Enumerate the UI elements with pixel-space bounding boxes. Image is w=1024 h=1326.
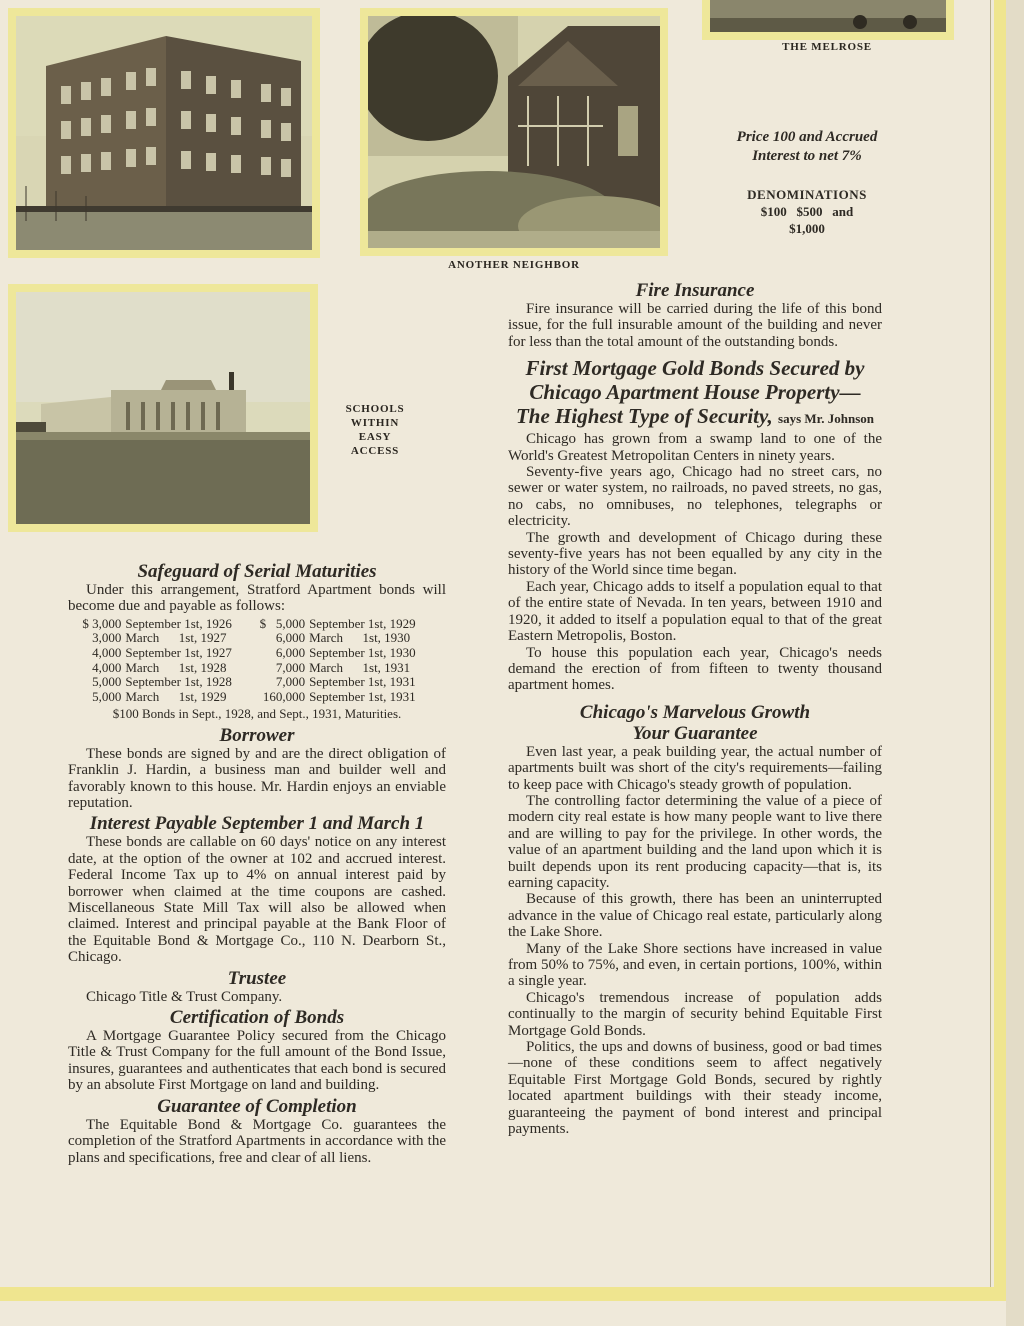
maturity-amount: 7,000 xyxy=(275,659,306,675)
growth-paragraph-2: The controlling factor determining the value of a piece of modern city real estate is how many people want to live there and are willing to pay for the privilege. In other words, the value of an apartment building and the land upon which it is built depends upon its rent producing capacity—that is, its earning capacity. xyxy=(508,792,882,891)
first-mortgage-paragraph-5: To house this population each year, Chicago's needs demand the erection of from fifteen to twenty thousand apartment homes. xyxy=(508,644,882,694)
table-row xyxy=(74,661,434,676)
price-line-2: Interest to net 7% xyxy=(752,148,862,164)
maturity-date: September 1st, 1929 xyxy=(309,615,416,631)
interest-heading: Interest Payable September 1 and March 1 xyxy=(89,813,425,835)
schools-caption-line-4: ACCESS xyxy=(350,445,400,457)
maturity-date: September 1st, 1926 xyxy=(125,615,232,631)
denominations-title: DENOMINATIONS xyxy=(747,187,867,202)
schools-caption-line-1: SCHOOLS xyxy=(345,403,405,415)
growth-paragraph-3: Because of this growth, there has been an uninterrupted advance in the value of Chicago real estate, particularly along the Lake Shore. xyxy=(508,891,882,941)
melrose-caption: THE MELROSE xyxy=(782,41,872,53)
page-border-line xyxy=(990,0,991,1287)
another-neighbor-caption: ANOTHER NEIGHBOR xyxy=(448,259,580,271)
serial-maturities-intro: Under this arrangement, Stratford Apartment bonds will become due and payable as follows: xyxy=(68,582,446,615)
first-mortgage-heading-2: Chicago Apartment House Property— xyxy=(529,380,861,405)
left-column xyxy=(68,561,446,1166)
maturity-date: September 1st, 1927 xyxy=(125,645,232,660)
growth-paragraph-6: Politics, the ups and downs of business, good or bad times—none of these conditions seem to affect negatively Equitable First Mortgage Gold Bonds, secured by rightly located apartment buildings with their steady income, guaranteeing the payment of bond interest and principal payments. xyxy=(508,1039,882,1138)
maturity-amount: 4,000 xyxy=(92,645,122,660)
maturity-amount: 6,000 xyxy=(275,630,306,646)
completion-text: The Equitable Bond & Mortgage Co. guarantees the completion of the Stratford Apartments in accordance with the plans and specifications, free and clear of all liens. xyxy=(68,1116,446,1166)
maturity-date: September 1st, 1931 xyxy=(309,674,416,690)
table-row xyxy=(74,646,434,661)
page-border-bottom xyxy=(0,1287,1006,1301)
maturity-amount: 7,000 xyxy=(275,674,306,690)
maturity-amount: 5,000 xyxy=(92,688,122,704)
page-border-right xyxy=(994,0,1006,1300)
maturity-table xyxy=(74,617,434,705)
table-row xyxy=(74,631,434,646)
table-row xyxy=(74,675,434,690)
maturity-note: $100 Bonds in Sept., 1928, and Sept., 1931, Maturities. xyxy=(112,706,402,722)
growth-paragraph-4: Many of the Lake Shore sections have increased in value from 50% to 75%, and even, in certain portions, 100%, within a single year. xyxy=(508,940,882,990)
maturity-amount: 6,000 xyxy=(275,645,306,660)
another-neighbor-image xyxy=(368,16,660,248)
growth-heading-1: Chicago's Marvelous Growth xyxy=(579,701,811,723)
page-edge xyxy=(1006,0,1024,1326)
melrose-image xyxy=(710,0,946,32)
photo-schools xyxy=(8,284,318,532)
maturity-date: March 1st, 1927 xyxy=(125,630,227,646)
borrower-text: These bonds are signed by and are the direct obligation of Franklin J. Hardin, a business man and builder well and favorably known to this house. Mr. Hardin enjoys an enviable reputation. xyxy=(68,745,446,811)
price-note xyxy=(712,128,902,166)
schools-caption-line-3: EASY xyxy=(358,431,392,443)
table-row xyxy=(74,617,434,632)
growth-heading-2: Your Guarantee xyxy=(632,722,758,744)
photo-the-melrose xyxy=(702,0,954,40)
schools-caption xyxy=(330,402,420,458)
photo-apartment-building xyxy=(8,8,320,258)
maturity-date: September 1st, 1930 xyxy=(309,645,416,660)
completion-heading: Guarantee of Completion xyxy=(157,1095,357,1117)
price-line-1: Price 100 and Accrued xyxy=(736,129,878,145)
maturity-date: September 1st, 1928 xyxy=(125,674,232,690)
fire-insurance-heading: Fire Insurance xyxy=(635,280,755,301)
denominations-line-1: $100 $500 and xyxy=(760,204,854,219)
maturity-amount: $ 3,000 xyxy=(82,615,122,631)
maturity-amount: 5,000 xyxy=(92,674,122,690)
right-column xyxy=(508,280,882,1137)
certification-text: A Mortgage Guarantee Policy secured from the Chicago Title & Trust Company for the full amount of the Bond Issue, insures, guarantees and authenticates that each bond is secured by an absolute First Mortgage on land and building. xyxy=(68,1028,446,1094)
growth-paragraph-5: Chicago's tremendous increase of population adds continually to the margin of security behind Equitable First Mortgage Gold Bonds. xyxy=(508,989,882,1039)
schools-caption-line-2: WITHIN xyxy=(350,417,400,429)
borrower-heading: Borrower xyxy=(219,724,295,746)
first-mortgage-paragraph-4: Each year, Chicago adds to itself a population equal to that of the entire state of Nevada. In ten years, between 1910 and 1920, it added to itself a population equal to that of the great Eastern Metropolis, Boston. xyxy=(508,578,882,645)
apartment-building-image xyxy=(16,16,312,250)
schools-image xyxy=(16,292,310,524)
first-mortgage-paragraph-3: The growth and development of Chicago during these seventy-five years has not been equalled by any city in the history of the World since time began. xyxy=(508,529,882,579)
says-mr-johnson: says Mr. Johnson xyxy=(778,411,875,427)
interest-text: These bonds are callable on 60 days' notice on any interest date, at the option of the owner at 102 and accrued interest. Federal Income Tax up to 4% on annual interest paid by borrower when claimed at the time coupons are cashed. Miscellaneous State Mill Tax will also be allowed when claimed. Interest and principal payable at the Bank Floor of the Equitable Bond & Mortgage Co., 110 N. Dearborn St., Chicago. xyxy=(68,834,446,966)
maturity-date: March 1st, 1929 xyxy=(125,688,227,704)
table-row xyxy=(74,690,434,705)
denominations-line-2: $1,000 xyxy=(789,221,825,236)
first-mortgage-heading-1: First Mortgage Gold Bonds Secured by xyxy=(525,356,865,381)
maturity-amount: 160,000 xyxy=(262,688,306,704)
trustee-text: Chicago Title & Trust Company. xyxy=(86,988,283,1005)
trustee-heading: Trustee xyxy=(227,967,287,989)
highest-security-heading: The Highest Type of Security, xyxy=(515,404,773,429)
photo-another-neighbor xyxy=(360,8,668,256)
maturity-date: March 1st, 1930 xyxy=(309,630,411,646)
certification-heading: Certification of Bonds xyxy=(169,1007,345,1029)
first-mortgage-paragraph-2: Seventy-five years ago, Chicago had no street cars, no sewer or water system, no railroads, no paved streets, no gas, no cabs, no omnibuses, no telephones, telegraphs or electricity. xyxy=(508,464,882,530)
maturity-date: September 1st, 1931 xyxy=(309,688,416,704)
denominations xyxy=(712,186,902,237)
maturity-date: March 1st, 1928 xyxy=(125,659,227,675)
maturity-amount: $ 5,000 xyxy=(259,615,306,631)
fire-insurance-text: Fire insurance will be carried during the life of this bond issue, for the full insurable amount of the building and never for less than the total amount of the outstanding bonds. xyxy=(508,301,882,350)
maturity-amount: 4,000 xyxy=(92,659,122,675)
growth-paragraph-1: Even last year, a peak building year, the actual number of apartments built was short of the city's requirements—failing to keep pace with Chicago's steady growth of population. xyxy=(508,743,882,793)
first-mortgage-heading-3 xyxy=(508,404,882,431)
maturity-date: March 1st, 1931 xyxy=(309,659,411,675)
maturity-amount: 3,000 xyxy=(92,630,122,646)
first-mortgage-paragraph-1: Chicago has grown from a swamp land to one of the World's Greatest Metropolitan Centers in ninety years. xyxy=(508,431,882,464)
serial-maturities-heading: Safeguard of Serial Maturities xyxy=(137,561,377,582)
